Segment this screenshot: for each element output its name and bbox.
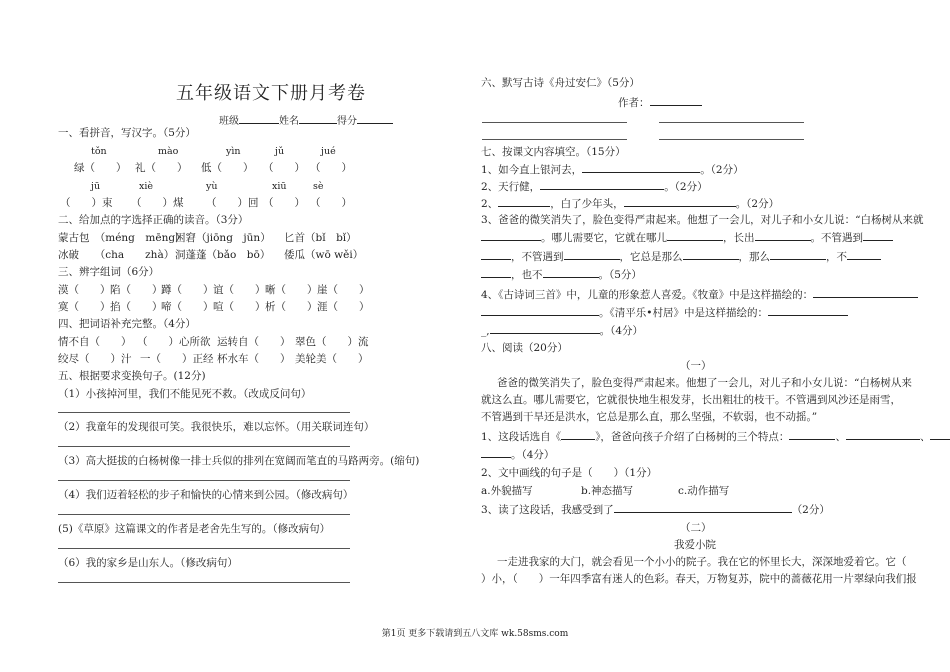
text: 。（5分） bbox=[598, 269, 642, 281]
word-item[interactable]: 掐（ ） bbox=[110, 301, 163, 313]
text: 。不管遇到 bbox=[810, 232, 863, 244]
text: 。（2分） bbox=[664, 181, 708, 193]
blank[interactable] bbox=[930, 429, 950, 440]
pinyin: jū bbox=[91, 181, 101, 192]
blank-item[interactable]: （ ） bbox=[263, 162, 305, 174]
pinyin: tǒn bbox=[91, 146, 107, 157]
reading-item[interactable]: 冰破 （cha zhà） bbox=[58, 249, 175, 261]
blank[interactable] bbox=[481, 249, 511, 260]
fill-line-5a bbox=[481, 287, 918, 302]
class-label: 班级 bbox=[219, 116, 239, 127]
section-4-heading: 四、把词语补充完整。（4分） bbox=[58, 318, 196, 330]
score-blank[interactable] bbox=[357, 113, 393, 124]
option-b[interactable]: b.神态描写 bbox=[581, 485, 634, 497]
reading-item[interactable]: 倭瓜（wō wěi） bbox=[284, 249, 364, 261]
question-1-tail bbox=[481, 447, 554, 462]
poem-line[interactable] bbox=[482, 139, 627, 140]
pinyin: yìn bbox=[226, 146, 241, 157]
word-item[interactable]: 喧（ ） bbox=[213, 301, 266, 313]
blank[interactable] bbox=[498, 196, 550, 207]
blank[interactable] bbox=[481, 267, 511, 278]
answer-line[interactable] bbox=[58, 412, 350, 413]
blank[interactable] bbox=[624, 196, 736, 207]
answer-line[interactable] bbox=[58, 514, 350, 515]
blank[interactable] bbox=[667, 230, 723, 241]
author-blank[interactable] bbox=[650, 95, 702, 106]
pinyin: yù bbox=[206, 181, 218, 192]
text: 1、这段话选自《 bbox=[481, 431, 562, 443]
text: ，白了少年头， bbox=[550, 198, 624, 210]
blank[interactable] bbox=[846, 429, 920, 440]
answer-line[interactable] bbox=[58, 446, 350, 447]
section-2-heading: 二、给加点的字选择正确的读音。（3分） bbox=[58, 214, 249, 226]
word-item[interactable]: 漠（ ） bbox=[58, 284, 111, 296]
blank[interactable] bbox=[847, 249, 881, 260]
fill-line-1 bbox=[481, 162, 744, 177]
question-1 bbox=[481, 429, 950, 444]
idiom-item[interactable]: 情不自（ ） bbox=[58, 336, 132, 348]
name-label: 姓名 bbox=[279, 116, 299, 127]
blank[interactable] bbox=[683, 249, 739, 260]
blank[interactable] bbox=[561, 429, 595, 440]
text: 、 bbox=[919, 431, 931, 443]
blank-item[interactable]: （ ）束 bbox=[60, 197, 113, 209]
name-blank[interactable] bbox=[299, 113, 337, 124]
rewrite-question: （3）高大挺拔的白杨树像一排士兵似的排列在宽阔而笔直的马路两旁。(缩句) bbox=[58, 455, 420, 467]
pinyin: xiè bbox=[139, 181, 154, 192]
author-label: 作者： bbox=[618, 97, 650, 109]
text: 2、天行健， bbox=[481, 181, 541, 193]
blank[interactable] bbox=[614, 502, 792, 513]
blank[interactable] bbox=[863, 230, 893, 241]
text: 。哪儿需要它，它就在哪儿 bbox=[541, 232, 667, 244]
text: ，它总是那么 bbox=[619, 251, 683, 263]
question-2: 2、文中画线的句子是（ ）（1分） bbox=[481, 467, 658, 479]
passage-line: 爸爸的微笑消失了，脸色变得严肃起来。他想了一会儿，对儿子和小女儿说：“白杨树从来 bbox=[497, 377, 912, 389]
passage-line: 一走进我家的大门，就会看见一个小小的院子。我在它的怀里长大，深深地爱着它。它（ bbox=[497, 556, 907, 568]
idiom-item[interactable]: 杯水车（ ） bbox=[217, 353, 291, 365]
blank-item[interactable]: （ ）回 bbox=[206, 197, 259, 209]
idiom-item[interactable]: 美轮美（ ） bbox=[295, 353, 369, 365]
poem-line[interactable] bbox=[482, 122, 627, 123]
text: 》，爸爸向孩子介绍了白杨树的三个特点： bbox=[595, 431, 790, 443]
blank[interactable] bbox=[540, 179, 664, 190]
page-footer: 第1页 更多下载请到五八文库 wk.58sms.com bbox=[381, 629, 569, 639]
blank[interactable] bbox=[564, 249, 620, 260]
fill-line-4b bbox=[481, 230, 893, 245]
section-6-heading: 六、默写古诗《舟过安仁》（5分） bbox=[481, 77, 640, 89]
rewrite-question: （4）我们迈着轻松的步子和愉快的心情来到公园。（修改病句） bbox=[58, 489, 354, 501]
text: ，长出 bbox=[723, 232, 755, 244]
text: _, bbox=[481, 325, 490, 337]
word-item[interactable]: 啼（ ） bbox=[161, 301, 214, 313]
rewrite-question: （2）我童年的发现很可笑。我很快乐，难以忘怀。（用关联词连句） bbox=[58, 421, 375, 433]
question-3 bbox=[481, 502, 830, 517]
idiom-item[interactable]: 运转自（ ） bbox=[217, 336, 291, 348]
answer-line[interactable] bbox=[58, 480, 350, 481]
text: 。（4分） bbox=[599, 325, 644, 337]
blank-item[interactable]: （ ） bbox=[310, 197, 352, 209]
class-blank[interactable] bbox=[239, 113, 279, 124]
part-1-label: （一） bbox=[680, 360, 712, 372]
blank-item[interactable]: 礼（ ） bbox=[135, 162, 188, 174]
section-7-heading: 七、按课文内容填空。（15分） bbox=[481, 146, 626, 158]
blank[interactable] bbox=[481, 230, 541, 241]
score-label: 得分 bbox=[337, 116, 357, 127]
text: ，那么 bbox=[738, 251, 770, 263]
passage-line: 不管遇到干旱还是洪水，它总是那么直，那么坚强，不软弱，也不动摇。” bbox=[481, 411, 818, 423]
reading-item[interactable]: 蒙古包 （méng mēng） bbox=[58, 232, 186, 244]
section-5-heading: 五、根据要求变换句子。(12分) bbox=[58, 370, 206, 382]
word-item[interactable]: 涯（ ） bbox=[317, 301, 370, 313]
blank[interactable] bbox=[789, 429, 835, 440]
text: 4、《古诗词三首》中，儿童的形象惹人喜爱。《牧童》中是这样描绘的： bbox=[481, 289, 814, 301]
blank[interactable] bbox=[813, 287, 918, 298]
blank-item[interactable]: （ ）煤 bbox=[131, 197, 184, 209]
poem-line[interactable] bbox=[659, 122, 804, 123]
word-item[interactable]: 蹲（ ） bbox=[161, 284, 214, 296]
pinyin: mào bbox=[158, 146, 179, 157]
text: 2、 bbox=[481, 198, 499, 210]
text: 。（2分） bbox=[735, 198, 780, 210]
passage-line: ）小，（ ）一年四季富有迷人的色彩。春天，万物复苏，院中的蔷薇花用一片翠绿向我们报 bbox=[481, 573, 917, 585]
rewrite-question: （6）我的家乡是山东人。（修改病句） bbox=[58, 557, 238, 569]
blank[interactable] bbox=[768, 305, 848, 316]
idiom-item[interactable]: 翠色（ ）流 bbox=[295, 336, 369, 348]
blank-item[interactable]: 绿（ ） bbox=[74, 162, 127, 174]
text: 3、读了这段话，我感受到了 bbox=[481, 504, 614, 516]
blank[interactable] bbox=[770, 249, 826, 260]
pinyin: jué bbox=[321, 146, 336, 157]
blank[interactable] bbox=[582, 162, 700, 173]
answer-line[interactable] bbox=[58, 548, 350, 549]
word-item[interactable]: 晰（ ） bbox=[265, 284, 318, 296]
section-3-heading: 三、辨字组词（6分） bbox=[58, 266, 160, 278]
passage-title: 我爱小院 bbox=[674, 539, 716, 551]
pinyin: sè bbox=[313, 181, 324, 192]
fill-line-5c bbox=[481, 323, 643, 338]
blank-item[interactable]: （ ） bbox=[263, 197, 305, 209]
answer-line[interactable] bbox=[58, 582, 350, 583]
fill-line-4a: 3、爸爸的微笑消失了，脸色变得严肃起来。他想了一会儿，对儿子和小女儿说：“白杨树从来就 bbox=[481, 214, 924, 226]
rewrite-question: (5)《草原》这篇课文的作者是老舍先生写的。（修改病句） bbox=[58, 523, 331, 535]
blank[interactable] bbox=[481, 305, 599, 316]
fill-line-2 bbox=[481, 179, 708, 194]
passage-line: 就这么直。哪儿需要它，它就很快地生根发芽，长出粗壮的枝干。不管遇到风沙还是雨雪， bbox=[481, 394, 901, 406]
option-c[interactable]: c.动作描写 bbox=[678, 485, 730, 497]
text: 。（2分） bbox=[700, 164, 744, 176]
idiom-item[interactable]: 绞尽（ ）汁 bbox=[58, 353, 132, 365]
blank[interactable] bbox=[755, 230, 811, 241]
fill-line-4d bbox=[481, 267, 642, 282]
text: 、 bbox=[835, 431, 846, 443]
poem-line[interactable] bbox=[659, 139, 804, 140]
pinyin: xiū bbox=[272, 181, 287, 192]
fill-line-5b bbox=[481, 305, 848, 320]
text: ，也不 bbox=[511, 269, 543, 281]
idiom-item[interactable]: （ ）心所欲 bbox=[137, 336, 211, 348]
pinyin: jǔ bbox=[275, 146, 285, 157]
fill-line-3 bbox=[481, 196, 779, 211]
text: 。《清平乐•村居》中是这样描绘的： bbox=[599, 307, 768, 319]
word-item[interactable]: 析（ ） bbox=[265, 301, 318, 313]
blank[interactable] bbox=[481, 447, 511, 458]
author-field bbox=[618, 95, 702, 110]
option-a[interactable]: a.外貌描写 bbox=[481, 485, 533, 497]
word-item[interactable]: 陷（ ） bbox=[110, 284, 163, 296]
text: ，不管遇到 bbox=[511, 251, 564, 263]
reading-item[interactable]: 困窘（jiōng jūn） bbox=[175, 232, 271, 244]
blank-item[interactable]: （ ） bbox=[310, 162, 352, 174]
word-item[interactable]: 崖（ ） bbox=[317, 284, 370, 296]
page-title: 五年级语文下册月考卷 bbox=[176, 83, 366, 104]
reading-item[interactable]: 匕首（bǐ bǐ） bbox=[284, 232, 357, 244]
blank-item[interactable]: 低（ ） bbox=[201, 162, 254, 174]
section-8-heading: 八、阅读（20分） bbox=[481, 342, 568, 354]
section-1-heading: 一、看拼音，写汉字。（5分） bbox=[58, 127, 196, 139]
part-2-label: （二） bbox=[680, 522, 712, 534]
word-item[interactable]: 谊（ ） bbox=[213, 284, 266, 296]
blank[interactable] bbox=[543, 267, 599, 278]
student-info bbox=[219, 112, 393, 127]
text: 1、如今直上银河去， bbox=[481, 164, 583, 176]
word-item[interactable]: 寞（ ） bbox=[58, 301, 111, 313]
text: 。（4分） bbox=[511, 449, 555, 461]
blank[interactable] bbox=[490, 323, 600, 334]
text: （2分） bbox=[791, 504, 830, 516]
text: ，不 bbox=[826, 251, 847, 263]
reading-item[interactable]: 洞蓬蓬（bǎo bō） bbox=[175, 249, 271, 261]
fill-line-4c bbox=[481, 249, 881, 264]
idiom-item[interactable]: 一（ ）正经 bbox=[140, 353, 214, 365]
rewrite-question: （1）小孩掉河里，我们不能见死不救。（改成反问句） bbox=[58, 388, 312, 400]
